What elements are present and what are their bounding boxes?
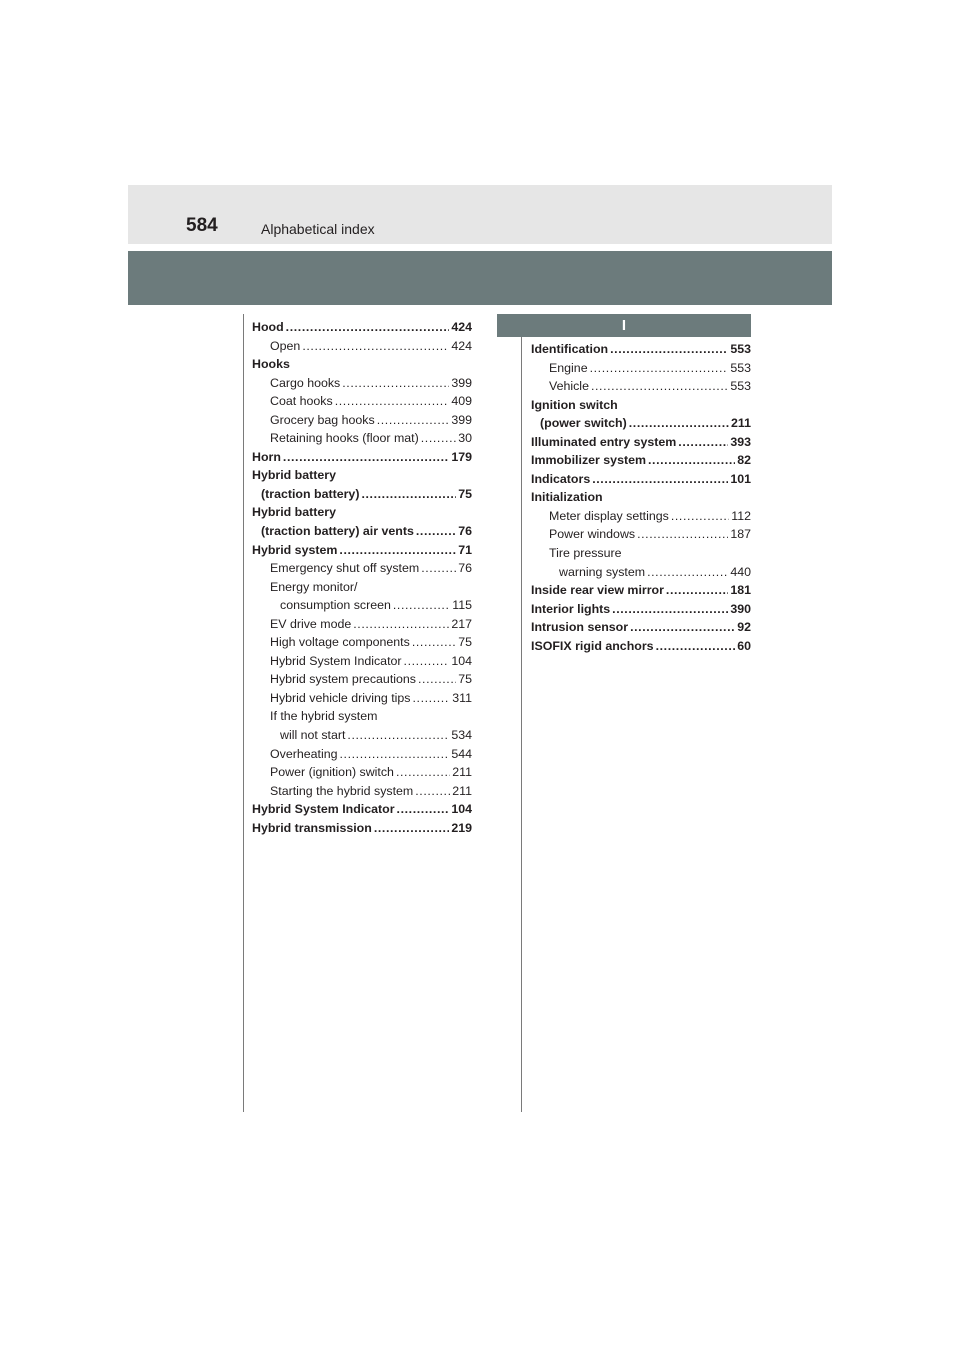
- index-term: Open: [270, 338, 301, 353]
- index-entry: [252, 466, 472, 485]
- index-entry: [531, 525, 751, 544]
- index-term: ISOFIX rigid anchors: [531, 638, 654, 653]
- dot-leader: [421, 559, 456, 578]
- dot-leader: [396, 763, 450, 782]
- index-term: Interior lights: [531, 601, 611, 616]
- page-reference: 76: [458, 561, 472, 576]
- index-term: Power windows: [549, 527, 636, 542]
- page-reference: 82: [737, 453, 751, 468]
- index-entry: [252, 318, 472, 337]
- page-reference: 76: [458, 524, 472, 539]
- index-entry: [252, 596, 472, 615]
- index-entry: [252, 578, 472, 597]
- dot-leader: [418, 670, 456, 689]
- index-term: Hybrid transmission: [252, 820, 372, 835]
- page-reference: 92: [737, 620, 751, 635]
- index-term: Meter display settings: [549, 508, 669, 523]
- page-reference: 60: [737, 638, 751, 653]
- page-reference: 104: [451, 802, 472, 817]
- index-entry: [531, 396, 751, 415]
- index-term: Hybrid battery: [252, 468, 336, 483]
- page-reference: 440: [730, 564, 751, 579]
- index-entry: [252, 670, 472, 689]
- dot-leader: [656, 637, 736, 656]
- index-entry: [252, 745, 472, 764]
- index-entry: [531, 340, 751, 359]
- page-reference: 30: [458, 431, 472, 446]
- page-number: 584: [186, 215, 218, 236]
- index-term: Ignition switch: [531, 397, 618, 412]
- dot-leader: [647, 563, 728, 582]
- dot-leader: [630, 618, 735, 637]
- index-term: Inside rear view mirror: [531, 583, 664, 598]
- index-term: will not start: [280, 728, 346, 743]
- index-entry: [531, 581, 751, 600]
- page-reference: 219: [451, 820, 472, 835]
- index-term: Identification: [531, 342, 609, 356]
- index-term: Hybrid system: [252, 542, 338, 557]
- index-term: EV drive mode: [270, 616, 352, 631]
- index-entry: [252, 633, 472, 652]
- index-term: Emergency shut off system: [270, 561, 420, 576]
- dot-leader: [612, 600, 728, 619]
- page-reference: 424: [451, 338, 472, 353]
- dot-leader: [637, 525, 728, 544]
- index-term: If the hybrid system: [270, 709, 378, 724]
- index-term: Illuminated entry system: [531, 434, 677, 449]
- index-entry: [252, 448, 472, 467]
- page-reference: 311: [452, 690, 472, 705]
- index-entry: [531, 433, 751, 452]
- dot-leader: [415, 782, 450, 801]
- index-entry: [252, 763, 472, 782]
- dot-leader: [592, 470, 728, 489]
- header-band: [128, 185, 832, 244]
- column-divider-middle: [521, 314, 522, 1112]
- page-reference: 101: [730, 471, 751, 486]
- page-reference: 115: [452, 598, 472, 613]
- index-term: (power switch): [540, 416, 627, 431]
- index-column-right: [531, 340, 751, 655]
- dot-leader: [377, 411, 450, 430]
- index-entry: [252, 429, 472, 448]
- index-entry: [252, 707, 472, 726]
- index-column-left: [252, 318, 472, 837]
- page-reference: 71: [458, 542, 472, 557]
- index-entry: [252, 726, 472, 745]
- dot-leader: [666, 581, 728, 600]
- page-reference: 217: [451, 616, 472, 631]
- dot-leader: [340, 745, 450, 764]
- index-entry: [252, 355, 472, 374]
- index-term: Hybrid System Indicator: [252, 802, 395, 817]
- dot-leader: [648, 451, 735, 470]
- index-entry: [252, 392, 472, 411]
- index-entry: [252, 337, 472, 356]
- page-reference: 181: [730, 583, 751, 598]
- index-term: (traction battery): [261, 486, 360, 501]
- page-reference: 179: [451, 449, 472, 464]
- page-reference: 211: [731, 416, 751, 431]
- index-term: Immobilizer system: [531, 453, 647, 468]
- dot-leader: [678, 433, 728, 452]
- dot-leader: [339, 541, 456, 560]
- index-term: Initialization: [531, 490, 603, 505]
- dot-leader: [361, 485, 456, 504]
- index-entry: [252, 819, 472, 838]
- index-entry: [531, 544, 751, 563]
- dot-leader: [393, 596, 450, 615]
- page-reference: 553: [730, 342, 751, 356]
- dot-leader: [591, 377, 728, 396]
- index-term: (traction battery) air vents: [261, 524, 414, 539]
- dot-leader: [374, 819, 450, 838]
- index-term: High voltage components: [270, 635, 410, 650]
- index-entry: [252, 522, 472, 541]
- index-term: Energy monitor/: [270, 579, 358, 594]
- index-entry: [252, 615, 472, 634]
- index-term: Engine: [549, 360, 588, 375]
- dot-leader: [421, 429, 456, 448]
- page-reference: 534: [451, 728, 472, 743]
- index-term: Coat hooks: [270, 394, 333, 409]
- index-term: Cargo hooks: [270, 375, 341, 390]
- page-reference: 553: [730, 360, 751, 375]
- index-term: Vehicle: [549, 379, 589, 394]
- page-reference: 211: [452, 783, 472, 798]
- dot-leader: [416, 522, 456, 541]
- index-term: consumption screen: [280, 598, 391, 613]
- page-reference: 544: [451, 746, 472, 761]
- page-reference: 424: [451, 320, 472, 334]
- dot-leader: [629, 414, 729, 433]
- index-entry: [531, 637, 751, 656]
- index-term: Hybrid battery: [252, 505, 336, 520]
- index-entry: [531, 488, 751, 507]
- page-reference: 553: [730, 379, 751, 394]
- index-entry: [531, 451, 751, 470]
- index-term: Tire pressure: [549, 546, 622, 561]
- index-entry: [531, 507, 751, 526]
- dot-leader: [347, 726, 449, 745]
- index-entry: [531, 359, 751, 378]
- page-reference: 399: [451, 375, 472, 390]
- index-entry: [252, 782, 472, 801]
- page-reference: 75: [458, 486, 472, 501]
- page-reference: 211: [452, 765, 472, 780]
- page-reference: 393: [730, 434, 751, 449]
- dot-leader: [590, 359, 729, 378]
- index-term: Hybrid system precautions: [270, 672, 416, 687]
- page-reference: 75: [458, 672, 472, 687]
- page-reference: 390: [730, 601, 751, 616]
- page-reference: 75: [458, 635, 472, 650]
- index-term: Hybrid vehicle driving tips: [270, 690, 411, 705]
- index-term: warning system: [559, 564, 646, 579]
- dot-leader: [397, 800, 450, 819]
- dot-leader: [302, 337, 449, 356]
- dot-leader: [412, 689, 450, 708]
- index-entry: [252, 485, 472, 504]
- index-term: Hooks: [252, 357, 290, 372]
- index-letter-heading: I: [497, 314, 751, 337]
- index-entry: [531, 470, 751, 489]
- dot-leader: [283, 448, 449, 467]
- index-entry: [252, 541, 472, 560]
- column-divider-left: [243, 314, 244, 1112]
- page-reference: 112: [731, 508, 751, 523]
- index-entry: [531, 414, 751, 433]
- page-reference: 399: [451, 412, 472, 427]
- index-term: Starting the hybrid system: [270, 783, 414, 798]
- page-reference: 104: [451, 653, 472, 668]
- index-entry: [252, 652, 472, 671]
- dot-leader: [342, 374, 449, 393]
- index-entry: [252, 800, 472, 819]
- index-term: Retaining hooks (floor mat): [270, 431, 419, 446]
- index-term: Power (ignition) switch: [270, 765, 394, 780]
- index-entry: [252, 503, 472, 522]
- index-term: Hood: [252, 320, 284, 334]
- index-entry: [252, 559, 472, 578]
- index-entry: [531, 563, 751, 582]
- title-band: [128, 251, 832, 305]
- index-entry: [531, 600, 751, 619]
- section-title: Alphabetical index: [261, 221, 375, 237]
- page-reference: 409: [451, 394, 472, 409]
- index-entry: [252, 411, 472, 430]
- index-entry: [531, 618, 751, 637]
- dot-leader: [610, 340, 728, 359]
- index-term: Horn: [252, 449, 281, 464]
- dot-leader: [671, 507, 729, 526]
- dot-leader: [335, 392, 450, 411]
- dot-leader: [353, 615, 449, 634]
- index-entry: [531, 377, 751, 396]
- index-entry: [252, 689, 472, 708]
- index-term: Grocery bag hooks: [270, 412, 375, 427]
- index-term: Indicators: [531, 471, 591, 486]
- index-term: Intrusion sensor: [531, 620, 629, 635]
- dot-leader: [286, 318, 450, 337]
- page-reference: 187: [730, 527, 751, 542]
- index-entry: [252, 374, 472, 393]
- dot-leader: [412, 633, 456, 652]
- dot-leader: [404, 652, 450, 671]
- index-term: Hybrid System Indicator: [270, 653, 402, 668]
- index-term: Overheating: [270, 746, 338, 761]
